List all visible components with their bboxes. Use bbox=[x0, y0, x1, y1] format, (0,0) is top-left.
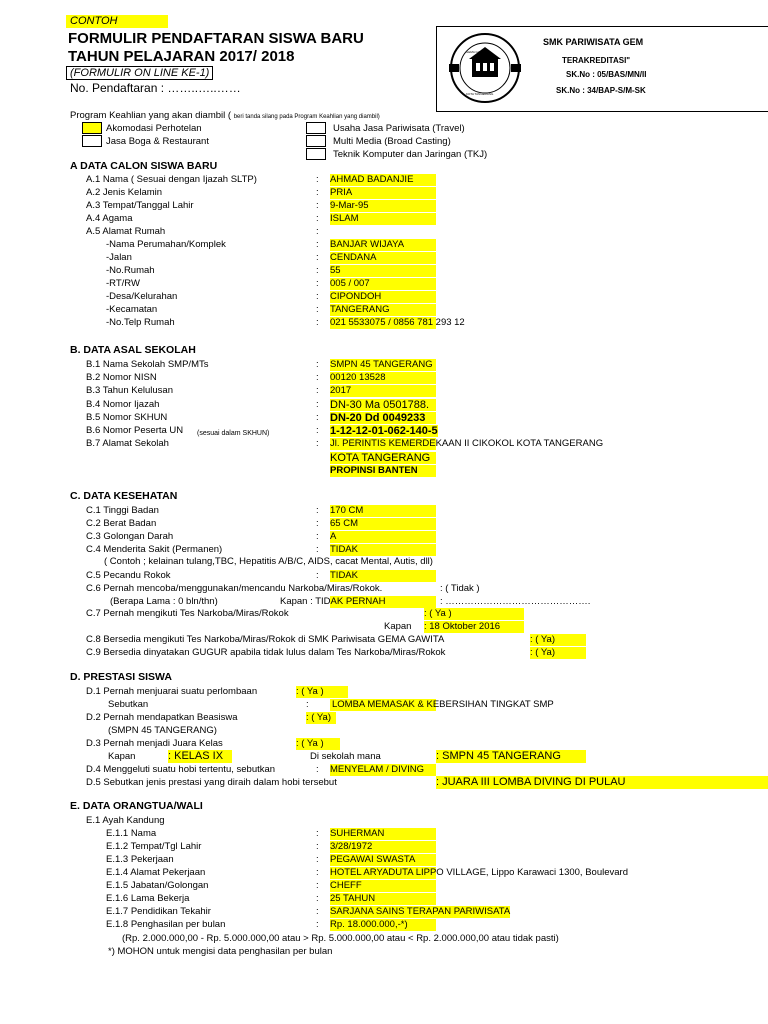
a-row-value[interactable]: BANJAR WIJAYA bbox=[330, 239, 436, 251]
d3-kelas[interactable]: : KELAS IX bbox=[168, 750, 232, 763]
e-row-value[interactable]: SARJANA SAINS TERAPAN PARIWISATA bbox=[330, 906, 511, 917]
c7-label: C.7 Pernah mengikuti Tes Narkoba/Miras/Rokok bbox=[86, 608, 289, 619]
b-row-label: B.5 Nomor SKHUN bbox=[86, 411, 168, 423]
colon: : bbox=[316, 304, 319, 315]
online-label: (FORMULIR ON LINE KE-1) bbox=[66, 66, 213, 80]
e-row-label: E.1.1 Nama bbox=[106, 828, 157, 839]
colon: : bbox=[306, 699, 309, 710]
colon: : bbox=[316, 317, 319, 328]
a-row-value[interactable]: AHMAD BADANJIE bbox=[330, 174, 436, 186]
d3-kapan: Kapan bbox=[108, 751, 136, 762]
e-row-value[interactable]: SUHERMAN bbox=[330, 828, 436, 840]
a-row-value[interactable]: 021 5533075 / 0856 781 293 12 bbox=[330, 317, 465, 328]
checkbox-tkj[interactable] bbox=[306, 148, 326, 160]
colon: : bbox=[316, 265, 319, 276]
b-row-value[interactable]: 2017 bbox=[330, 385, 436, 397]
colon: : bbox=[316, 372, 319, 384]
colon: : bbox=[316, 278, 319, 289]
colon: : bbox=[316, 919, 319, 930]
c6-value[interactable]: : ( Tidak ) bbox=[440, 583, 480, 594]
a-row-label: A.2 Jenis Kelamin bbox=[86, 187, 163, 198]
e1-ayah: E.1 Ayah Kandung bbox=[86, 815, 165, 826]
contoh-label: CONTOH bbox=[70, 15, 118, 27]
option-jasa-boga: Jasa Boga & Restaurant bbox=[106, 136, 209, 147]
a-row-value[interactable]: 005 / 007 bbox=[330, 278, 436, 290]
d4-label: D.4 Menggeluti suatu hobi tertentu, sebutkan bbox=[86, 764, 276, 775]
logo-text-bottom: KOTA TANGERANG bbox=[466, 92, 494, 96]
checkbox-travel[interactable] bbox=[306, 122, 326, 134]
school-addr-3[interactable]: PROPINSI BANTEN bbox=[330, 465, 436, 477]
d3-value[interactable]: : ( Ya ) bbox=[296, 738, 340, 750]
no-pendaftaran[interactable]: No. Pendaftaran : ……..…..…… bbox=[70, 81, 241, 95]
b-row-label: B.3 Tahun Kelulusan bbox=[86, 385, 173, 397]
c7-date[interactable]: : 18 Oktober 2016 bbox=[424, 621, 524, 633]
d2-note: (SMPN 45 TANGERANG) bbox=[108, 725, 217, 736]
e-row-value[interactable]: 3/28/1972 bbox=[330, 841, 436, 853]
program-label: Program Keahlian yang akan diambil ( beri tanda silang pada Program Keahlian yang diambil) bbox=[70, 110, 380, 121]
colon: : bbox=[316, 252, 319, 263]
a-row-label: -No.Rumah bbox=[106, 265, 155, 276]
d3-label: D.3 Pernah menjadi Juara Kelas bbox=[86, 738, 223, 749]
d1-label: D.1 Pernah menjuarai suatu perlombaan bbox=[86, 686, 258, 697]
colon: : bbox=[316, 398, 319, 410]
c5-label: C.5 Pecandu Rokok bbox=[86, 570, 171, 581]
c5-value[interactable]: TIDAK bbox=[330, 570, 436, 582]
akreditasi: TERAKREDITASI" bbox=[562, 56, 631, 65]
a-row-label: A.4 Agama bbox=[86, 213, 133, 224]
c7-kapan: Kapan bbox=[384, 621, 412, 632]
section-c-title: C. DATA KESEHATAN bbox=[70, 490, 178, 502]
form-title: FORMULIR PENDAFTARAN SISWA BARU bbox=[68, 30, 364, 47]
colon: : bbox=[316, 291, 319, 302]
c-row-value[interactable]: 65 CM bbox=[330, 518, 436, 530]
logo-text-top: GEMA GAWITA bbox=[466, 50, 488, 54]
a-row-value[interactable]: TANGERANG bbox=[330, 304, 436, 316]
d2-label: D.2 Pernah mendapatkan Beasiswa bbox=[86, 712, 238, 723]
colon: : bbox=[316, 518, 319, 529]
colon: : bbox=[316, 187, 319, 198]
colon: : bbox=[316, 359, 319, 370]
colon: : bbox=[316, 764, 319, 775]
section-b-title: B. DATA ASAL SEKOLAH bbox=[70, 344, 196, 356]
c-row-value[interactable]: TIDAK bbox=[330, 544, 436, 556]
b-row-value[interactable]: Jl. PERINTIS KEMERDEKAAN II CIKOKOL KOTA TANGERANG bbox=[330, 438, 604, 450]
d1-value[interactable]: : ( Ya ) bbox=[296, 686, 348, 698]
colon: : bbox=[316, 867, 319, 878]
colon: : bbox=[316, 544, 319, 555]
b-row-value[interactable]: DN-30 Ma 0501788. bbox=[330, 399, 436, 411]
colon: : bbox=[316, 385, 319, 397]
colon: : bbox=[316, 411, 319, 423]
d5-label: D.5 Sebutkan jenis prestasi yang diraih dalam hobi tersebut bbox=[86, 777, 337, 788]
a-row-label: -No.Telp Rumah bbox=[106, 317, 175, 328]
d4-value[interactable]: MENYELAM / DIVING bbox=[330, 764, 436, 776]
e-row-value[interactable]: CHEFF bbox=[330, 880, 436, 892]
section-a-title: A DATA CALON SISWA BARU bbox=[70, 160, 218, 172]
colon: : bbox=[316, 828, 319, 839]
c7-value[interactable]: : ( Ya ) bbox=[424, 608, 524, 620]
a-row-value[interactable]: ISLAM bbox=[330, 213, 436, 225]
d2-value[interactable]: : ( Ya) bbox=[306, 712, 336, 724]
colon: : bbox=[316, 841, 319, 852]
a-row-value[interactable]: 55 bbox=[330, 265, 436, 277]
colon: : bbox=[316, 906, 319, 917]
a-row-value[interactable]: CENDANA bbox=[330, 252, 436, 264]
d3-di: Di sekolah mana bbox=[310, 751, 381, 762]
colon: : bbox=[316, 174, 319, 185]
checkbox-jasa-boga[interactable] bbox=[82, 135, 102, 147]
school-name: SMK PARIWISATA GEM bbox=[543, 37, 644, 47]
a-row-label: -Kecamatan bbox=[106, 304, 158, 315]
colon: : bbox=[316, 505, 319, 516]
sk-number-1: SK.No : 05/BAS/MN/II bbox=[566, 70, 647, 79]
colon: : bbox=[316, 425, 319, 436]
form-year: TAHUN PELAJARAN 2017/ 2018 bbox=[68, 48, 295, 65]
e-row-label: E.1.4 Alamat Pekerjaan bbox=[106, 867, 206, 878]
e-row-value[interactable]: 25 TAHUN bbox=[330, 893, 436, 905]
e-row-label: E.1.5 Jabatan/Golongan bbox=[106, 880, 209, 891]
b-row-value[interactable]: SMPN 45 TANGERANG bbox=[330, 359, 436, 371]
section-e-title: E. DATA ORANGTUA/WALI bbox=[70, 800, 203, 812]
a-row-value[interactable]: PRIA bbox=[330, 187, 436, 199]
a-row-label: A.3 Tempat/Tanggal Lahir bbox=[86, 200, 194, 211]
school-addr-2[interactable]: KOTA TANGERANG bbox=[330, 452, 436, 464]
e-row-label: E.1.8 Penghasilan per bulan bbox=[106, 919, 226, 930]
c6-lama[interactable]: (Berapa Lama : 0 bln/thn) bbox=[110, 596, 218, 607]
e-row-label: E.1.6 Lama Bekerja bbox=[106, 893, 190, 904]
b-row-label: B.2 Nomor NISN bbox=[86, 372, 157, 384]
colon: : bbox=[316, 893, 319, 904]
d3-sekolah[interactable]: : SMPN 45 TANGERANG bbox=[436, 750, 586, 763]
colon: : bbox=[316, 200, 319, 211]
income-range-note: (Rp. 2.000.000,00 - Rp. 5.000.000,00 atau > Rp. 5.000.000,00 atau < Rp. 2.000.000,00 atau tidak pasti) bbox=[122, 933, 559, 944]
a-row-label: -Desa/Kelurahan bbox=[106, 291, 178, 302]
c-row-value[interactable]: A bbox=[330, 531, 436, 543]
section-d-title: D. PRESTASI SISWA bbox=[70, 671, 172, 683]
c8-value[interactable]: : ( Ya) bbox=[530, 634, 586, 646]
option-tkj: Teknik Komputer dan Jaringan (TKJ) bbox=[333, 149, 488, 160]
colon: : bbox=[316, 213, 319, 224]
b-row-value[interactable]: 00120 13528 bbox=[330, 372, 436, 384]
colon: : bbox=[316, 438, 319, 450]
c-row-label: C.4 Menderita Sakit (Permanen) bbox=[86, 544, 223, 555]
a-row-label: A.1 Nama ( Sesuai dengan Ijazah SLTP) bbox=[86, 174, 257, 185]
b-row-label: B.7 Alamat Sekolah bbox=[86, 438, 169, 450]
c4-example: ( Contoh ; kelainan tulang,TBC, Hepatitis A/B/C, AIDS, cacat Mental, Autis, dll) bbox=[104, 556, 433, 567]
b-row-label: B.4 Nomor Ijazah bbox=[86, 398, 160, 410]
d1-sebut: Sebutkan bbox=[108, 699, 149, 710]
un-note: (sesuai dalam SKHUN) bbox=[197, 430, 270, 437]
colon: : bbox=[316, 570, 319, 581]
colon: : bbox=[316, 880, 319, 891]
c8-label: C.8 Bersedia mengikuti Tes Narkoba/Miras/Rokok di SMK Pariwisata GEMA GAWITA bbox=[86, 634, 445, 645]
c9-label: C.9 Bersedia dinyatakan GUGUR apabila tidak lulus dalam Tes Narkoba/Miras/Rokok bbox=[86, 647, 446, 658]
b-row-label: B.1 Nama Sekolah SMP/MTs bbox=[86, 359, 209, 370]
c6-label: C.6 Pernah mencoba/menggunakan/mencandu Narkoba/Miras/Rokok. bbox=[86, 583, 383, 594]
c6-dots: : ………………………………………. bbox=[440, 596, 591, 607]
a-row-label: -RT/RW bbox=[106, 278, 140, 289]
c-row-label: C.3 Golongan Darah bbox=[86, 531, 174, 542]
d1-sebut-value[interactable]: LOMBA MEMASAK & KEBERSIHAN TINGKAT SMP bbox=[332, 699, 554, 710]
c-row-label: C.2 Berat Badan bbox=[86, 518, 157, 529]
option-akomodasi: Akomodasi Perhotelan bbox=[106, 123, 202, 134]
e-row-value[interactable]: PEGAWAI SWASTA bbox=[330, 854, 436, 866]
colon: : bbox=[316, 854, 319, 865]
income-mohon-note: *) MOHON untuk mengisi data penghasilan per bulan bbox=[108, 946, 333, 957]
e-row-label: E.1.2 Tempat/Tgl Lahir bbox=[106, 841, 202, 852]
a-row-label: -Nama Perumahan/Komplek bbox=[106, 239, 226, 250]
option-travel: Usaha Jasa Pariwisata (Travel) bbox=[333, 123, 465, 134]
c-row-label: C.1 Tinggi Badan bbox=[86, 505, 159, 516]
a-row-label: -Jalan bbox=[106, 252, 132, 263]
b-row-value[interactable]: 1-12-12-01-062-140-5 bbox=[330, 425, 438, 437]
colon: : bbox=[316, 226, 319, 237]
e-row-label: E.1.3 Pekerjaan bbox=[106, 854, 174, 865]
sk-number-2: SK.No : 34/BAP-S/M-SK bbox=[556, 86, 646, 95]
option-multimedia: Multi Media (Broad Casting) bbox=[333, 136, 451, 147]
e-row-label: E.1.7 Pendidikan Tekahir bbox=[106, 906, 211, 917]
c9-value[interactable]: : ( Ya) bbox=[530, 647, 586, 659]
a-row-label: A.5 Alamat Rumah bbox=[86, 226, 166, 237]
b-row-value[interactable]: DN-20 Dd 0049233 bbox=[330, 412, 436, 424]
colon: : bbox=[316, 239, 319, 250]
a-row-value[interactable]: 9-Mar-95 bbox=[330, 200, 436, 212]
colon: : bbox=[316, 531, 319, 542]
c6-kapan[interactable]: Kapan : TIDAK PERNAH bbox=[280, 596, 386, 607]
checkbox-multimedia[interactable] bbox=[306, 135, 326, 147]
c-row-value[interactable]: 170 CM bbox=[330, 505, 436, 517]
e-row-value[interactable]: HOTEL ARYADUTA LIPPO VILLAGE, Lippo Karawaci 1300, Boulevard bbox=[330, 867, 628, 878]
a-row-value[interactable]: CIPONDOH bbox=[330, 291, 436, 303]
b-row-label: B.6 Nomor Peserta UN bbox=[86, 425, 184, 436]
d5-value[interactable]: : JUARA III LOMBA DIVING DI PULAU bbox=[436, 776, 768, 789]
e-row-value[interactable]: Rp. 18.000.000,-*) bbox=[330, 919, 436, 931]
checkbox-akomodasi[interactable] bbox=[82, 122, 102, 134]
